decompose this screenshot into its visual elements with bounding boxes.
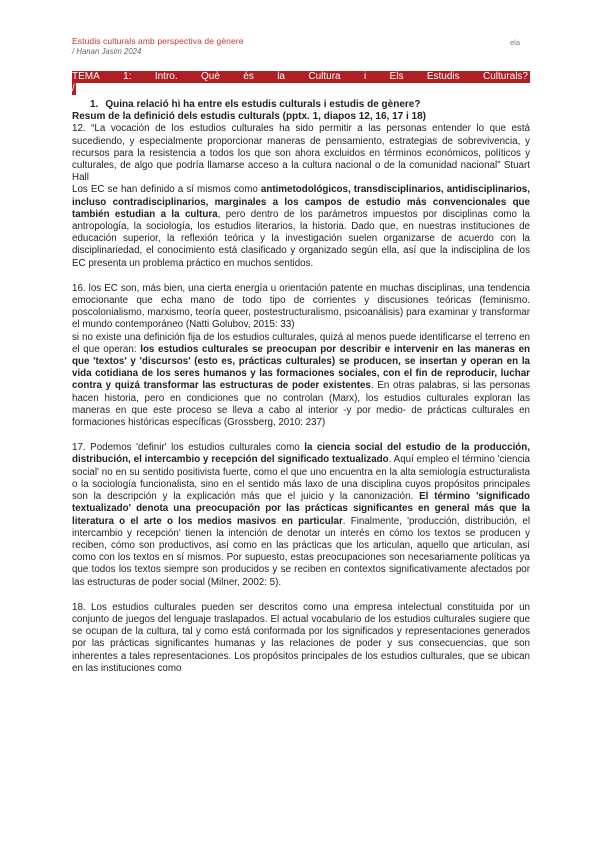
text-run: . En otras palabras, si las personas hacen historia, pero en condiciones que no controlan (Marx), los estudios culturales exploran las maneras en que este proceso se lleva a cabo al interior -y por medio- de prácticas culturales en formaciones históricas específicas (Grossberg, 2010: 237) <box>72 380 530 429</box>
paragraph-12: 12. “La vocación de los estudios culturales ha sido permitir a las personas entender lo que está sucediendo, y especialmente proporcionar maneras de pensamiento, estrategias de sobrevivencia, y recursos para la resistencia a todos los que son ahora excluidos en términos económicos, políticos y culturales, de algo que podría llamarse acceso a la cultura nacional o de la comunidad nacional” Stuart Hall <box>72 123 530 184</box>
tema-word: Culturals? <box>482 71 528 82</box>
text-run: . Finalmente, 'producción, distribución, el intercambio y recepción' tienen la intención de denotar un interés en cómo los textos se producen y reciben, cómo son productivos, así como en las prácticas que los articulan, aquello que articulan, así como con los textos en sí mismos. Por supuesto, estas preocupaciones son necesariamente políticas ya que todos los textos siempre son producidos y se reciben en contextos significativamente afectados por las estructuras de poder social (Milner, 2002: 5). <box>72 515 530 588</box>
text-run: si no existe una definición fija de los estudios culturales, quizá al menos puede identificarse el terreno en el que operan: <box>72 331 530 355</box>
tema-word: la <box>277 71 285 82</box>
tema-word: 1: <box>123 71 132 82</box>
tema-word: Intro. <box>154 71 178 82</box>
bold-run: antimetodológicos, transdisciplinarios, antidisciplinarios, incluso contradisciplinarios, marginales a los campos de estudio más convencionales que también estudian a la cultura <box>72 184 530 220</box>
question-number: 1. <box>90 99 99 110</box>
header-subtitle: / Hanan Jasim 2024 <box>72 47 142 56</box>
tema-tail: / <box>72 83 75 94</box>
question-heading <box>90 99 530 111</box>
question-text: Quina relació hi ha entre els estudis culturals i estudis de gènere? <box>105 99 421 110</box>
paragraph-16b <box>72 332 530 430</box>
bold-run: la ciencia social del estudio de la producción, distribución, el intercambio y recepción del significado textualizado <box>72 442 530 466</box>
paragraph-16: 16. los EC son, más bien, una cierta energía u orientación patente en muchas disciplinas, una tendencia emocionante que echa mano de todo tipo de corrientes y discusiones teóricas (feminismo. poscolonialismo, marxismo, teoría queer, postestructuralismo, psicoanálisis) para examinar y transformar el mundo contemporáneo (Natti Golubov, 2015: 33) <box>72 282 530 331</box>
text-run: 17. Podemos 'definir' los estudios culturales como <box>72 442 305 454</box>
tema-heading <box>72 71 530 83</box>
paragraph-17 <box>72 442 530 588</box>
text-run: . Aquí empleo el término 'ciencia social' no en su sentido positivista fuerte, como el que uno encuentra en la alta semiología estructuralista o la sociología funcionalista, sino en el sentido más laxo de una disciplina cuyos propósitos principales son la descripción y la explicación más que el juicio y la canonización. <box>72 454 530 503</box>
tema-word: Cultura <box>308 71 341 82</box>
bold-run: El término 'significado textualizado' denota una preocupación por las prácticas significantes en general más que la literatura o el arte o los medios masivos en particular <box>72 491 530 527</box>
tema-heading-tail <box>72 83 76 95</box>
tema-word: TEMA <box>72 71 100 82</box>
bold-run: los estudios culturales se preocupan por describir e intervenir en las maneras en que 'textos' y 'discursos' (esto es, prácticas culturales) se producen, se insertan y operan en la vida cotidiana de los seres humanos y las formaciones sociales, con el fin de reproducir, luchar contra y quizá transformar las estructuras de poder existentes <box>72 343 530 392</box>
resum-heading: Resum de la definició dels estudis culturals (pptx. 1, diapos 12, 16, 17 i 18) <box>72 111 427 123</box>
tema-word: Estudis <box>426 71 460 82</box>
header-right-text: ela <box>510 38 521 47</box>
paragraph-18: 18. Los estudios culturales pueden ser descritos como una empresa intelectual constituida por un conjunto de juegos del lenguaje traslapados. El actual vocabulario de los estudios culturales sugiere que se ocupan de la cultura, tal y como está conformada por los significados y representaciones generados por las prácticas significantes humanas y las relaciones de poder y sus consecuencias, que son inherentes a tales representaciones. Los propósitos principales de los estudios culturales, que se ubican en las instituciones como <box>72 601 530 674</box>
tema-word: Els <box>389 71 404 82</box>
paragraph-12b <box>72 184 530 269</box>
tema-word: Què <box>201 71 220 82</box>
tema-word: és <box>243 71 254 82</box>
tema-word: i <box>363 71 367 82</box>
document-body <box>72 71 530 675</box>
header-title: Estudis culturals amb perspectiva de gènere <box>72 36 244 46</box>
text-run: , pero dentro de los parámetros impuestos por disciplinas como la antropología, la sociología, los estudios literarios, la historia. Dado que, en nuestras instituciones de educación superior, la reflexión teórica y la investigación suelen organizarse de acuerdo con la disciplinariedad, el conocimiento está clasificado y organizado según ella, así que la indisciplina de los EC presenta un problema práctico en muchos sentidos. <box>72 208 531 269</box>
text-run: Los EC se han definido a sí mismos como <box>72 184 261 196</box>
